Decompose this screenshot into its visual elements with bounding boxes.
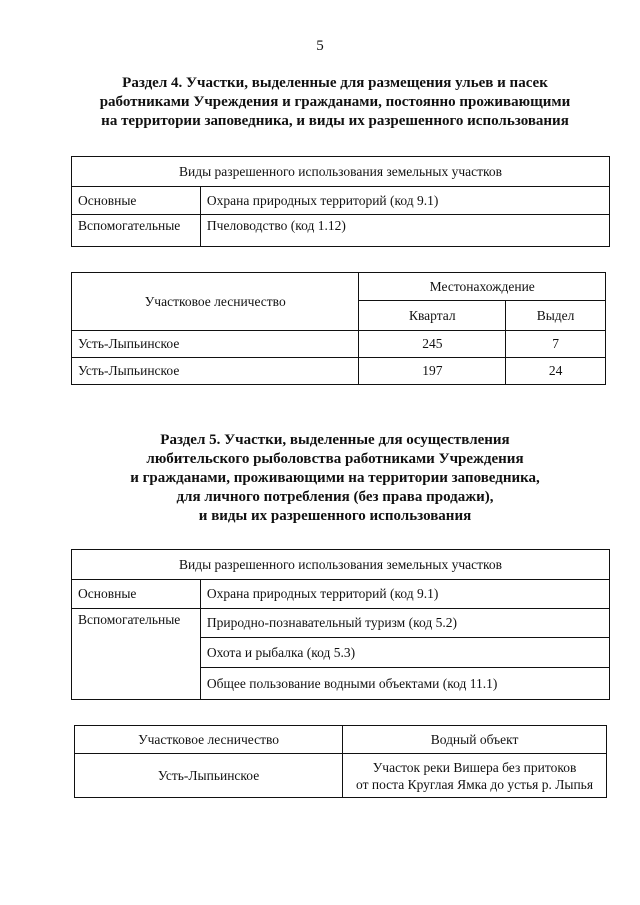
col-header-forestry: Участковое лесничество — [72, 273, 359, 331]
use-row-value: Охрана природных территорий (код 9.1) — [200, 187, 609, 215]
cell-quarter: 197 — [359, 358, 506, 385]
col-header-water-object: Водный объект — [343, 726, 607, 754]
use-table-header: Виды разрешенного использования земельных участков — [72, 550, 610, 580]
cell-forestry: Усть-Лыпьинское — [75, 754, 343, 798]
use-row-value: Охота и рыбалка (код 5.3) — [200, 638, 609, 668]
section5-title-line: и виды их разрешенного использования — [198, 508, 472, 524]
use-row-label: Вспомогательные — [72, 215, 201, 247]
cell-water-object — [343, 754, 607, 798]
page-number: 5 — [316, 38, 324, 54]
use-row-value: Природно-познавательный туризм (код 5.2) — [200, 609, 609, 638]
cell-quarter: 245 — [359, 331, 506, 358]
use-row-label: Основные — [72, 580, 201, 609]
section4-title-line: работниками Учреждения и гражданами, постоянно проживающими — [99, 94, 571, 110]
water-object-line: Участок реки Вишера без притоков — [372, 759, 577, 775]
table-row — [72, 331, 606, 358]
use-row-value: Пчеловодство (код 1.12) — [200, 215, 609, 247]
section4-title — [60, 74, 610, 131]
section4-title-line: на территории заповедника, и виды их разрешенного использования — [101, 113, 569, 129]
cell-plot: 7 — [506, 331, 606, 358]
table-row — [72, 358, 606, 385]
section5-title — [60, 431, 610, 526]
use-row-label: Основные — [72, 187, 201, 215]
section4-location-table — [71, 272, 606, 385]
section5-water-table — [74, 725, 607, 798]
section4-use-table — [71, 156, 610, 247]
section5-title-line: для личного потребления (без права продажи), — [176, 489, 494, 505]
use-row-value: Охрана природных территорий (код 9.1) — [200, 580, 609, 609]
cell-plot: 24 — [506, 358, 606, 385]
section5-title-line: и гражданами, проживающими на территории заповедника, — [130, 470, 540, 486]
col-header-location: Местонахождение — [359, 273, 606, 301]
col-header-plot: Выдел — [506, 301, 606, 331]
use-table-header: Виды разрешенного использования земельных участков — [72, 157, 610, 187]
section5-use-table — [71, 549, 610, 700]
cell-forestry: Усть-Лыпьинское — [72, 358, 359, 385]
table-row — [75, 754, 607, 798]
use-row-value: Общее пользование водными объектами (код 11.1) — [200, 668, 609, 700]
col-header-quarter: Квартал — [359, 301, 506, 331]
water-object-line: от поста Круглая Ямка до устья р. Лыпья — [356, 776, 594, 792]
section4-title-line: Раздел 4. Участки, выделенные для размещения ульев и пасек — [122, 75, 548, 91]
section5-title-line: любительского рыболовства работниками Учреждения — [146, 451, 524, 467]
col-header-forestry: Участковое лесничество — [75, 726, 343, 754]
section5-title-line: Раздел 5. Участки, выделенные для осуществления — [160, 432, 510, 448]
use-row-label: Вспомогательные — [72, 609, 201, 700]
cell-forestry: Усть-Лыпьинское — [72, 331, 359, 358]
